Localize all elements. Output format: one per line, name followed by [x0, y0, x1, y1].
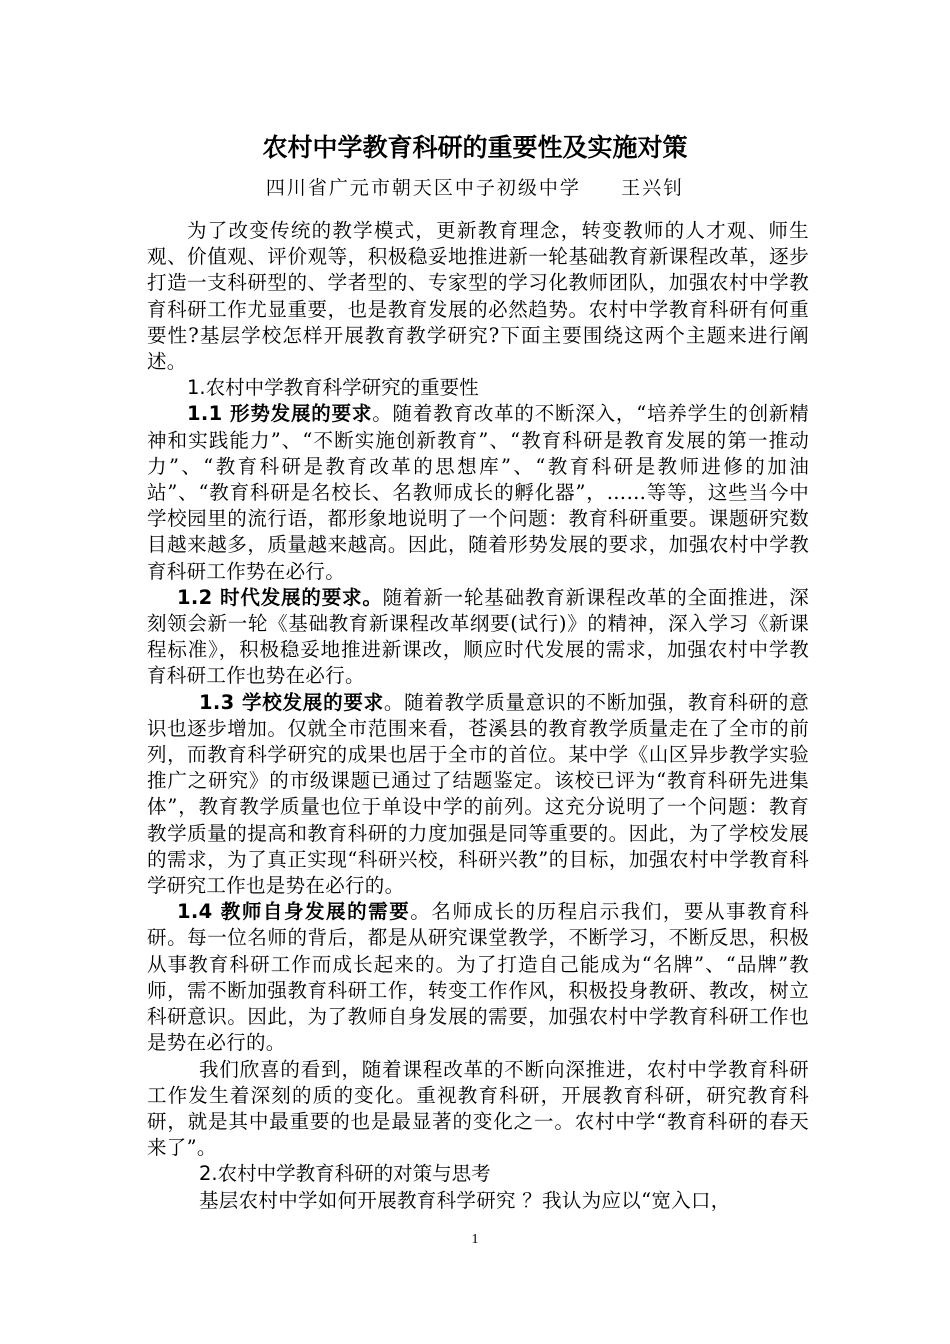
intro-paragraph: 为了改变传统的教学模式，更新教育理念，转变教师的人才观、师生观、价值观、评价观等，积极稳妥地推进新一轮基础教育新课程改革，逐步打造一支科研型的、学者型的、专家型的学习化教师团队，加强农村中学教育科研工作尤显重要，也是教育发展的必然趋势。农村中学教育科研有何重要性?基层学校怎样开展教育教学研究?下面主要围绕这两个主题来进行阐述。: [147, 219, 809, 374]
section-1-2-lead: 1.2 时代发展的要求。: [177, 585, 383, 609]
section-1-1-text: 。随着教育改革的不断深入，“培养学生的创新精神和实践能力”、“不断实施创新教育”、“教育科研是教育发展的第一推动力”、“教育科研是教育改革的思想库”、“教育科研是教师进修的加油站”、“教育科研是名校长、名教师成长的孵化器”，……等等，这些当今中学校园里的流行语，都形象地说明了一个问题：教育科研重要。课题研究数目越来越多，质量越来越高。因此，随着形势发展的要求，加强农村中学教育科研工作势在必行。: [147, 402, 809, 583]
section-1-1-paragraph: [147, 401, 809, 584]
section-2-heading: 2.农村中学教育科研的对策与思考: [199, 1162, 491, 1186]
section-1-3-lead: 1.3 学校发展的要求: [199, 690, 384, 714]
section-1-heading: 1.农村中学教育科学研究的重要性: [187, 376, 479, 400]
section-1-3-text: 。随着教学质量意识的不断加强，教育科研的意识也逐步增加。仅就全市范围来看，苍溪县的教育教学质量走在了全市的前列，而教育科学研究的成果也居于全市的首位。某中学《山区异步教学实验推广之研究》的市级课题已通过了结题鉴定。该校已评为“教育科研先进集体”，教育教学质量也位于单设中学的前列。这充分说明了一个问题：教育教学质量的提高和教育科研的力度加强是同等重要的。因此，为了学校发展的需求，为了真正实现“科研兴校，科研兴教”的目标，加强农村中学教育科学研究工作也是势在必行的。: [147, 690, 809, 898]
document-body: [147, 218, 809, 1214]
section-1-1-lead: 1.1 形势发展的要求: [187, 402, 373, 426]
section-1-2-paragraph: [147, 585, 809, 690]
section-1-4-paragraph: [147, 899, 809, 1056]
summary-paragraph: 我们欣喜的看到，随着课程改革的不断向深推进，农村中学教育科研工作发生着深刻的质的变化。重视教育科研，开展教育科研，研究教育科研，就是其中最重要的也是最显著的变化之一。农村中学“教育科研的春天来了”。: [147, 1057, 809, 1160]
section-1-2-text: 随着新一轮基础教育新课程改革的全面推进，深刻领会新一轮《基础教育新课程改革纲要(试行)》的精神，深入学习《新课程标准》，积极稳妥地推进新课改，顺应时代发展的需求，加强农村中学教育科研工作也势在必行。: [147, 585, 809, 688]
section-2-intro: 基层农村中学如何开展教育科学研究 ？我认为应以“宽入口，: [199, 1188, 731, 1212]
author-line: 四川省广元市朝天区中子初级中学 王兴钊: [265, 177, 685, 199]
section-1-3-paragraph: [147, 690, 809, 900]
document-title: 农村中学教育科研的重要性及实施对策: [262, 133, 688, 162]
section-1-4-lead: 1.4 教师自身发展的需要: [177, 900, 411, 924]
section-1-4-text: 。名师成长的历程启示我们，要从事教育科研。每一位名师的背后，都是从研究课堂教学，不断学习，不断反思，积极从事教育科研工作而成长起来的。为了打造自己能成为“名牌”、“品牌”教师，需不断加强教育科研工作，转变工作作风，积极投身教研、教改，树立科研意识。因此，为了教师自身发展的需要，加强农村中学教育科研工作也是势在必行的。: [147, 900, 810, 1055]
page-number: 1: [471, 1232, 479, 1247]
